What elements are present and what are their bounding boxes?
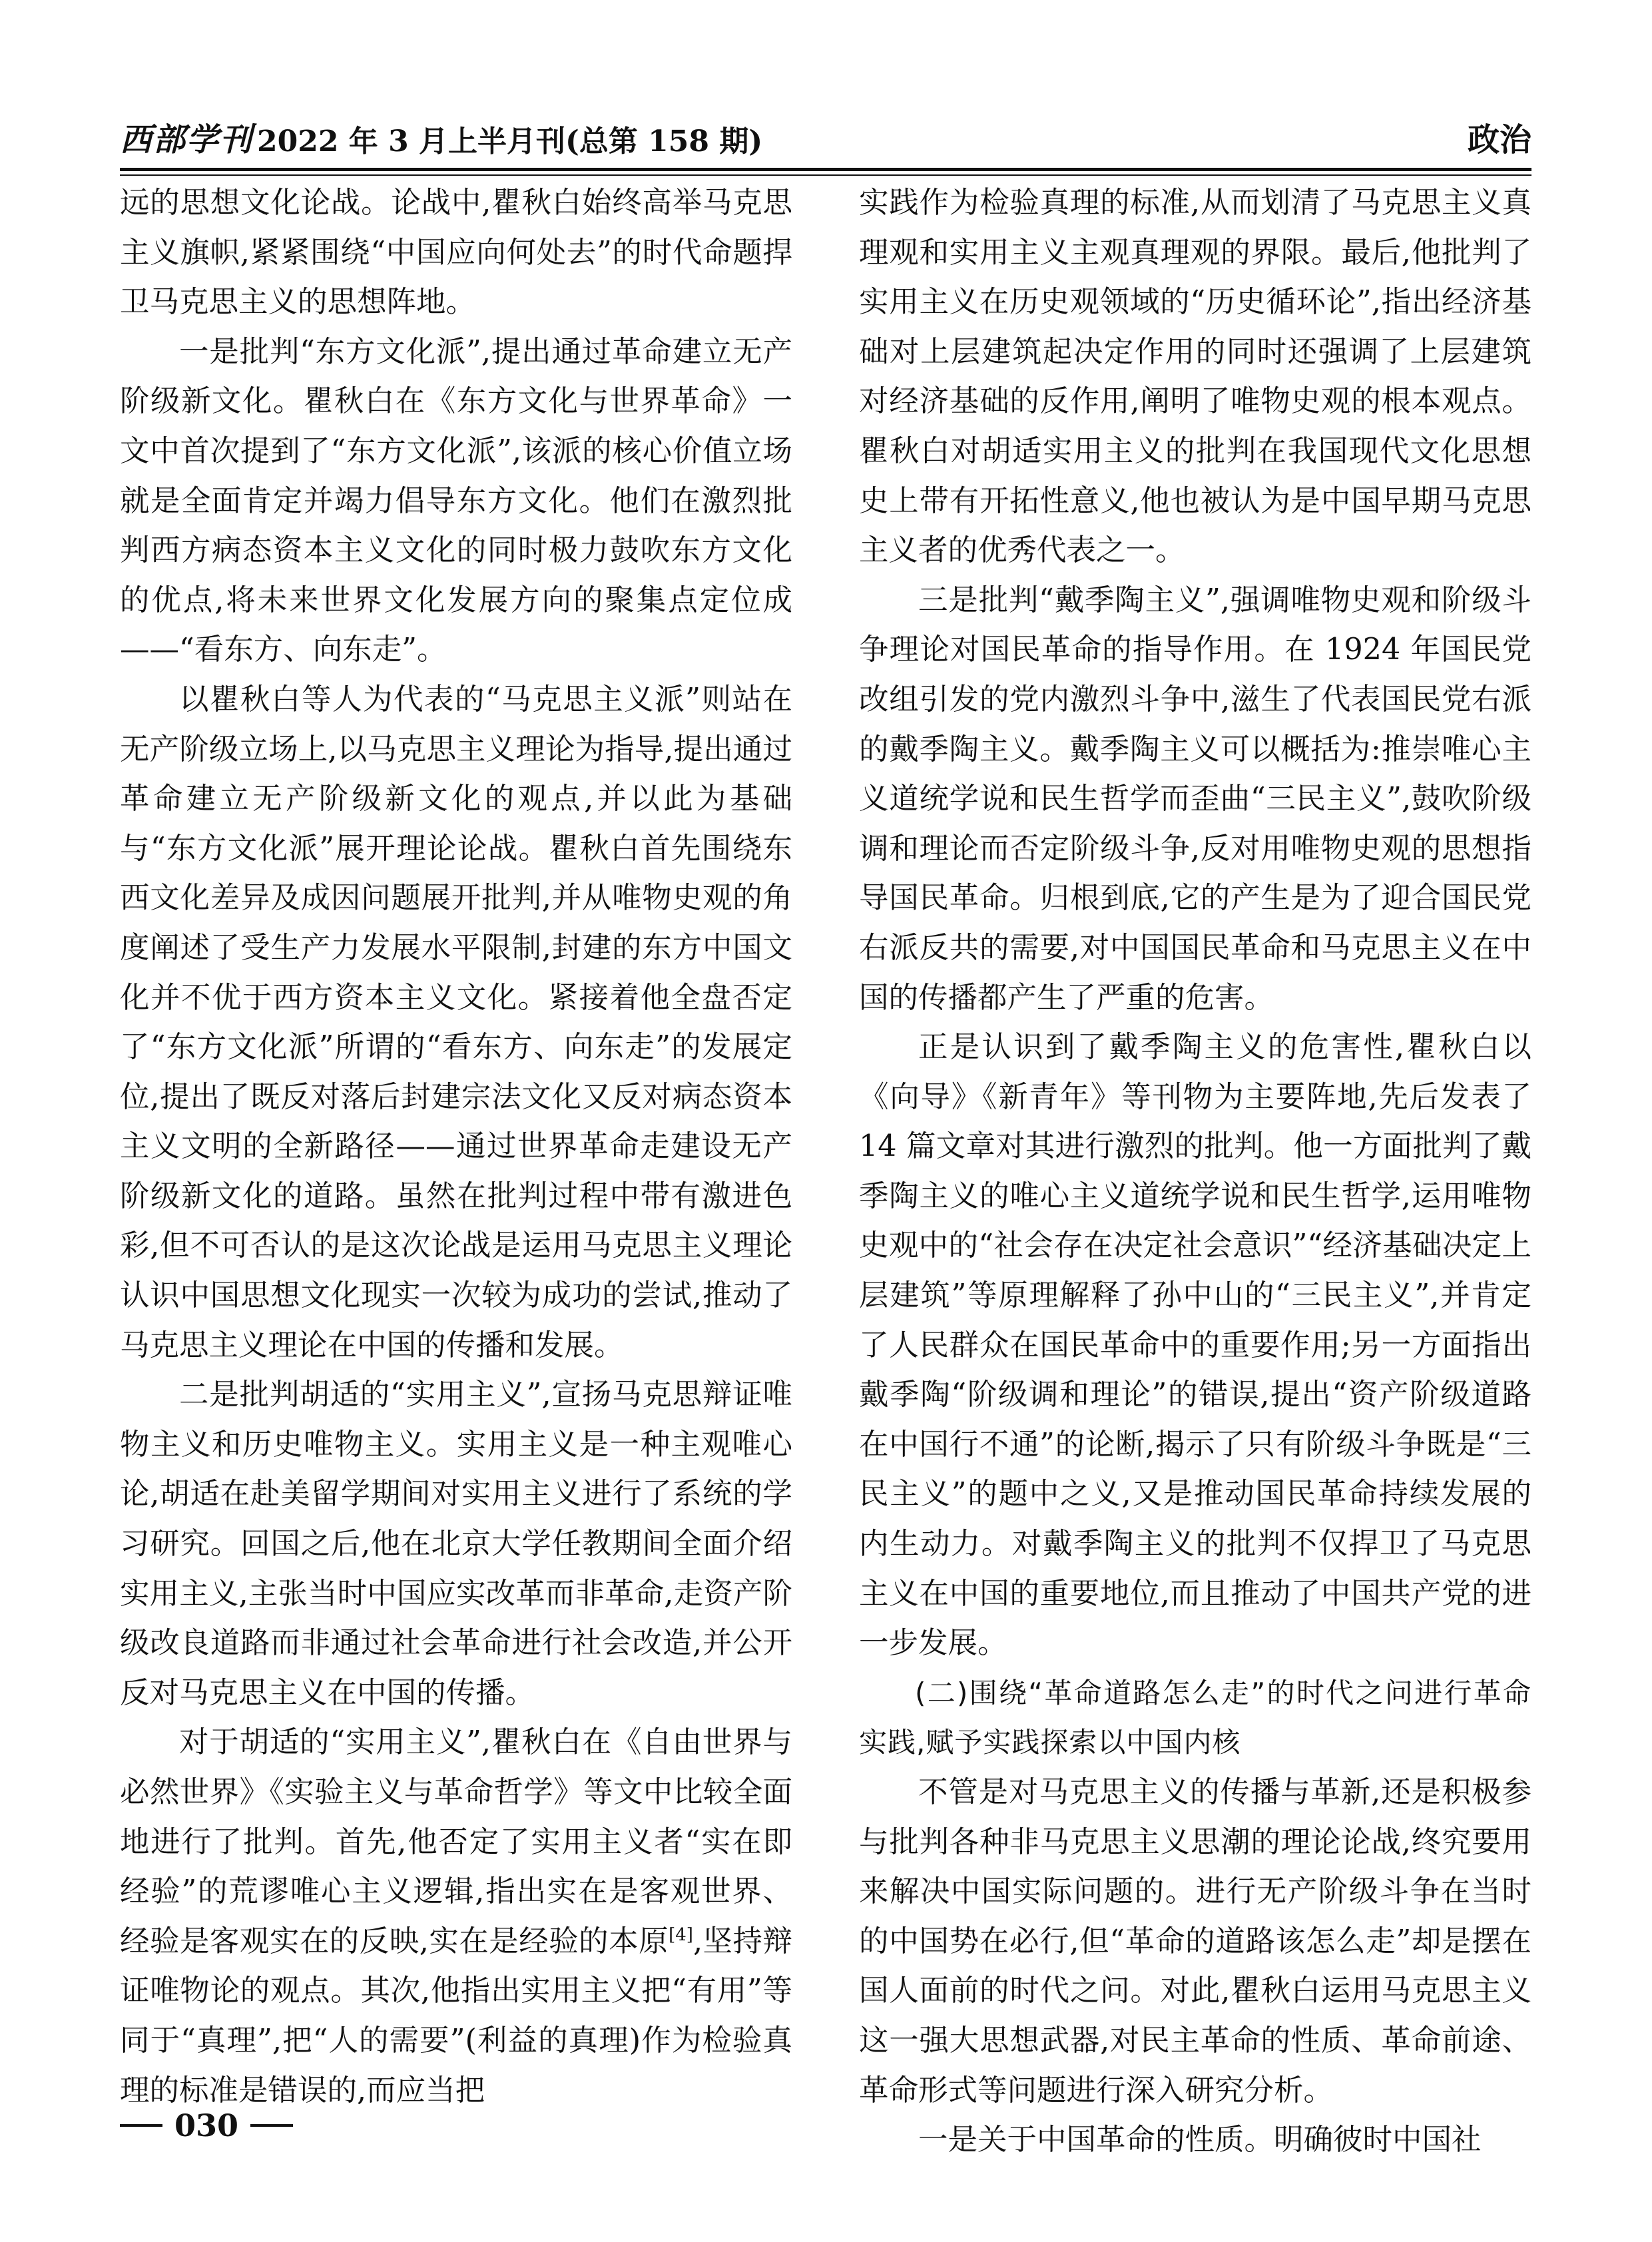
paragraph-text: ,坚持辩证唯物论的观点。其次,他指出实用主义把“有用”等同于“真理”,把“人的需要”(利益的真理)作为检验真理的标准是错误的,而应当把 <box>120 1924 792 2107</box>
paragraph: 三是批判“戴季陶主义”,强调唯物史观和阶级斗争理论对国民革命的指导作用。在 1924 年国民党改组引发的党内激烈斗争中,滋生了代表国民党右派的戴季陶主义。戴季陶主义可以概括为:推崇唯心主义道统学说和民生哲学而歪曲“三民主义”,鼓吹阶级调和理论而否定阶级斗争,反对用唯物史观的思想指导国民革命。归根到底,它的产生是为了迎合国民党右派反共的需要,对中国国民革命和马克思主义在中国的传播都产生了严重的危害。 <box>859 583 1531 1015</box>
paragraph: 以瞿秋白等人为代表的“马克思主义派”则站在无产阶级立场上,以马克思主义理论为指导,提出通过革命建立无产阶级新文化的观点,并以此为基础与“东方文化派”展开理论论战。瞿秋白首先围绕东西文化差异及成因问题展开批判,并从唯物史观的角度阐述了受生产力发展水平限制,封建的东方中国文化并不优于西方资本主义文化。紧接着他全盘否定了“东方文化派”所谓的“看东方、向东走”的发展定位,提出了既反对落后封建宗法文化又反对病态资本主义文明的全新路径——通过世界革命走建设无产阶级新文化的道路。虽然在批判过程中带有激进色彩,但不可否认的是这次论战是运用马克思主义理论认识中国思想文化现实一次较为成功的尝试,推动了马克思主义理论在中国的传播和发展。 <box>120 682 792 1362</box>
paragraph: 远的思想文化论战。论战中,瞿秋白始终高举马克思主义旗帜,紧紧围绕“中国应向何处去”的时代命题捍卫马克思主义的思想阵地。 <box>120 186 792 320</box>
paragraph <box>120 1718 792 2115</box>
paragraph: 正是认识到了戴季陶主义的危害性,瞿秋白以《向导》《新青年》等刊物为主要阵地,先后发表了 14 篇文章对其进行激烈的批判。他一方面批判了戴季陶主义的唯心主义道统学说和民生哲学,运用唯物史观中的“社会存在决定社会意识”“经济基础决定上层建筑”等原理解释了孙中山的“三民主义”,并肯定了人民群众在国民革命中的重要作用;另一方面指出戴季陶“阶级调和理论”的错误,提出“资产阶级道路在中国行不通”的论断,揭示了只有阶级斗争既是“三民主义”的题中之义,又是推动国民革命持续发展的内生动力。对戴季陶主义的批判不仅捍卫了马克思主义在中国的重要地位,而且推动了中国共产党的进一步发展。 <box>859 1030 1531 1661</box>
footer-dash-left <box>120 2124 162 2127</box>
paragraph: 一是批判“东方文化派”,提出通过革命建立无产阶级新文化。瞿秋白在《东方文化与世界革命》一文中首次提到了“东方文化派”,该派的核心价值立场就是全面肯定并竭力倡导东方文化。他们在激烈批判西方病态资本主义文化的同时极力鼓吹东方文化的优点,将未来世界文化发展方向的聚集点定位成——“看东方、向东走”。 <box>120 334 792 667</box>
journal-brand: 西部学刊 <box>120 121 254 158</box>
paragraph-text: 对于胡适的“实用主义”,瞿秋白在《自由世界与必然世界》《实验主义与革命哲学》等文中比较全面地进行了批判。首先,他否定了实用主义者“实在即经验”的荒谬唯心主义逻辑,指出实在是客观世界、经验是客观实在的反映,实在是经验的本原 <box>120 1725 792 1958</box>
paragraph: 实践作为检验真理的标准,从而划清了马克思主义真理观和实用主义主观真理观的界限。最后,他批判了实用主义在历史观领域的“历史循环论”,指出经济基础对上层建筑起决定作用的同时还强调了上层建筑对经济基础的反作用,阐明了唯物史观的根本观点。瞿秋白对胡适实用主义的批判在我国现代文化思想史上带有开拓性意义,他也被认为是中国早期马克思主义者的优秀代表之一。 <box>859 186 1531 568</box>
paragraph: 二是批判胡适的“实用主义”,宣扬马克思辩证唯物主义和历史唯物主义。实用主义是一种主观唯心论,胡适在赴美留学期间对实用主义进行了系统的学习研究。回国之后,他在北京大学任教期间全面介绍实用主义,主张当时中国应实改革而非革命,走资产阶级改良道路而非通过社会革命进行社会改造,并公开反对马克思主义在中国的传播。 <box>120 1378 792 1710</box>
header-rule <box>120 168 1531 171</box>
paragraph: 一是关于中国革命的性质。明确彼时中国社 <box>918 2123 1482 2157</box>
page-header <box>120 107 1531 160</box>
header-rule-thin <box>120 174 1531 176</box>
left-column <box>120 178 792 2115</box>
right-column <box>859 178 1531 2165</box>
page-number: 030 <box>174 2107 239 2143</box>
footer-dash-right <box>250 2124 293 2127</box>
paragraph: 不管是对马克思主义的传播与革新,还是积极参与批判各种非马克思主义思潮的理论论战,终究要用来解决中国实际问题的。进行无产阶级斗争在当时的中国势在必行,但“革命的道路该怎么走”却是摆在国人面前的时代之问。对此,瞿秋白运用马克思主义这一强大思想武器,对民主革命的性质、革命前途、革命形式等问题进行深入研究分析。 <box>859 1775 1531 2107</box>
section-label: 政治 <box>1467 121 1531 158</box>
citation-ref[interactable]: [4] <box>669 1924 693 1945</box>
subheading: (二)围绕“革命道路怎么走”的时代之问进行革命实践,赋予实践探索以中国内核 <box>859 1676 1531 1759</box>
masthead <box>120 114 762 160</box>
issue-info: 2022 年 3 月上半月刊(总第 158 期) <box>257 125 763 158</box>
page-footer <box>120 2107 293 2143</box>
